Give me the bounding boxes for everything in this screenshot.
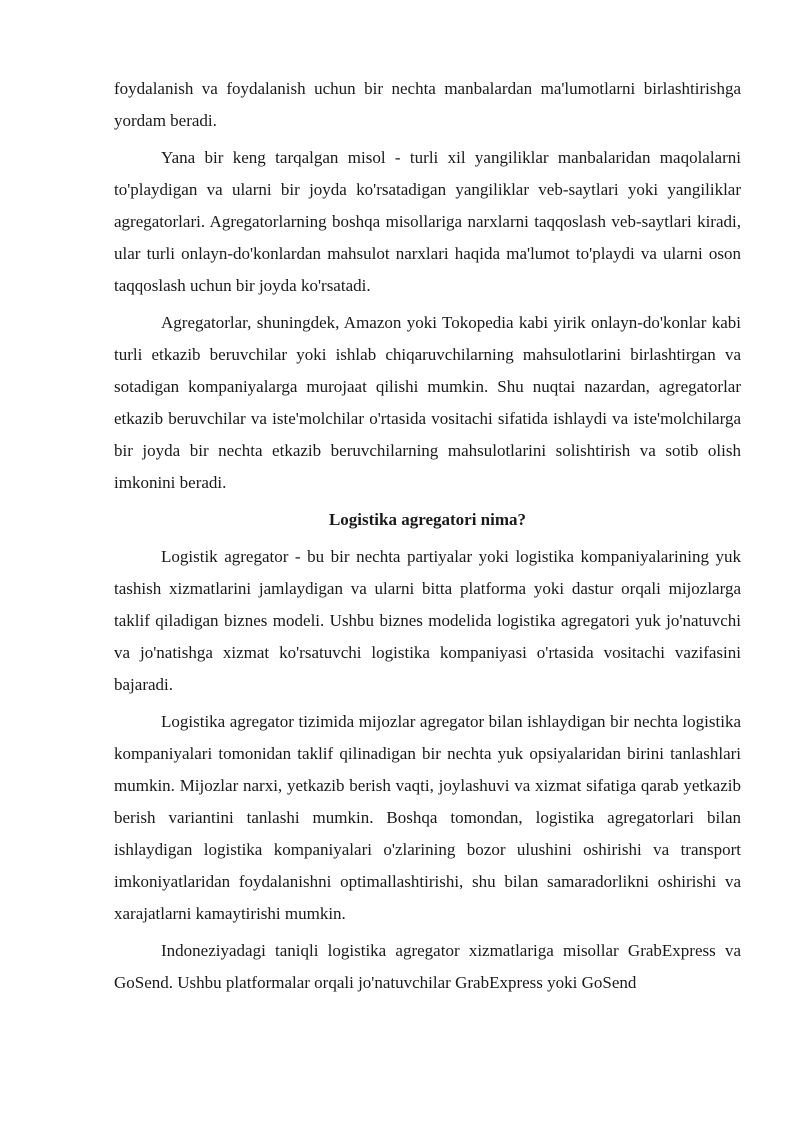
- paragraph-logistics-system: Logistika agregator tizimida mijozlar agregator bilan ishlaydigan bir nechta logistika kompaniyalari tomonidan taklif qilinadigan bir nechta yuk opsiyalaridan birini tanlashlari mumkin. Mijozlar narxi, yetkazib berish vaqti, joylashuvi va xizmat sifatiga qarab yetkazib berish variantini tanlashi mumkin. Boshqa tomondan, logistika agregatorlari bilan ishlaydigan logistika kompaniyalari o'zlarining bozor ulushini oshirishi va transport imkoniyatlaridan foydalanishni optimallashtirishi, shu bilan samaradorlikni oshirishi va xarajatlarni kamaytirishi mumkin.: [114, 712, 741, 923]
- document-body: [114, 73, 741, 1004]
- paragraph-logistics-definition: Logistik agregator - bu bir nechta partiyalar yoki logistika kompaniyalarining yuk tashish xizmatlarini jamlaydigan va ularni bitta platforma yoki dastur orqali mijozlarga taklif qiladigan biznes modeli. Ushbu biznes modelida logistika agregatori yuk jo'natuvchi va jo'natishga xizmat ko'rsatuvchi logistika kompaniyasi o'rtasida vositachi vazifasini bajaradi.: [114, 547, 741, 694]
- section-heading: Logistika agregatori nima?: [328, 510, 527, 529]
- paragraph-marketplace-aggregators: Agregatorlar, shuningdek, Amazon yoki Tokopedia kabi yirik onlayn-do'konlar kabi turli etkazib beruvchilar yoki ishlab chiqaruvchilarning mahsulotlarini birlashtirgan va sotadigan kompaniyalarga murojaat qilishi mumkin. Shu nuqtai nazardan, agregatorlar etkazib beruvchilar va iste'molchilar o'rtasida vositachi sifatida ishlaydi va iste'molchilarga bir joyda bir nechta etkazib beruvchilarning mahsulotlarini solishtirish va sotib olish imkonini beradi.: [114, 313, 741, 492]
- paragraph-indonesia-examples: Indoneziyadagi taniqli logistika agregator xizmatlariga misollar GrabExpress va GoSend. Ushbu platformalar orqali jo'natuvchilar GrabExpress yoki GoSend: [114, 941, 741, 992]
- paragraph-continuation: foydalanish va foydalanish uchun bir nechta manbalardan ma'lumotlarni birlashtirishga yordam beradi.: [114, 79, 741, 130]
- paragraph-news-aggregators: Yana bir keng tarqalgan misol - turli xil yangiliklar manbalaridan maqolalarni to'playdigan va ularni bir joyda ko'rsatadigan yangiliklar veb-saytlari yoki yangiliklar agregatorlari. Agregatorlarning boshqa misollariga narxlarni taqqoslash veb-saytlari kiradi, ular turli onlayn-do'konlardan mahsulot narxlari haqida ma'lumot to'playdi va ularni oson taqqoslash uchun bir joyda ko'rsatadi.: [114, 148, 741, 295]
